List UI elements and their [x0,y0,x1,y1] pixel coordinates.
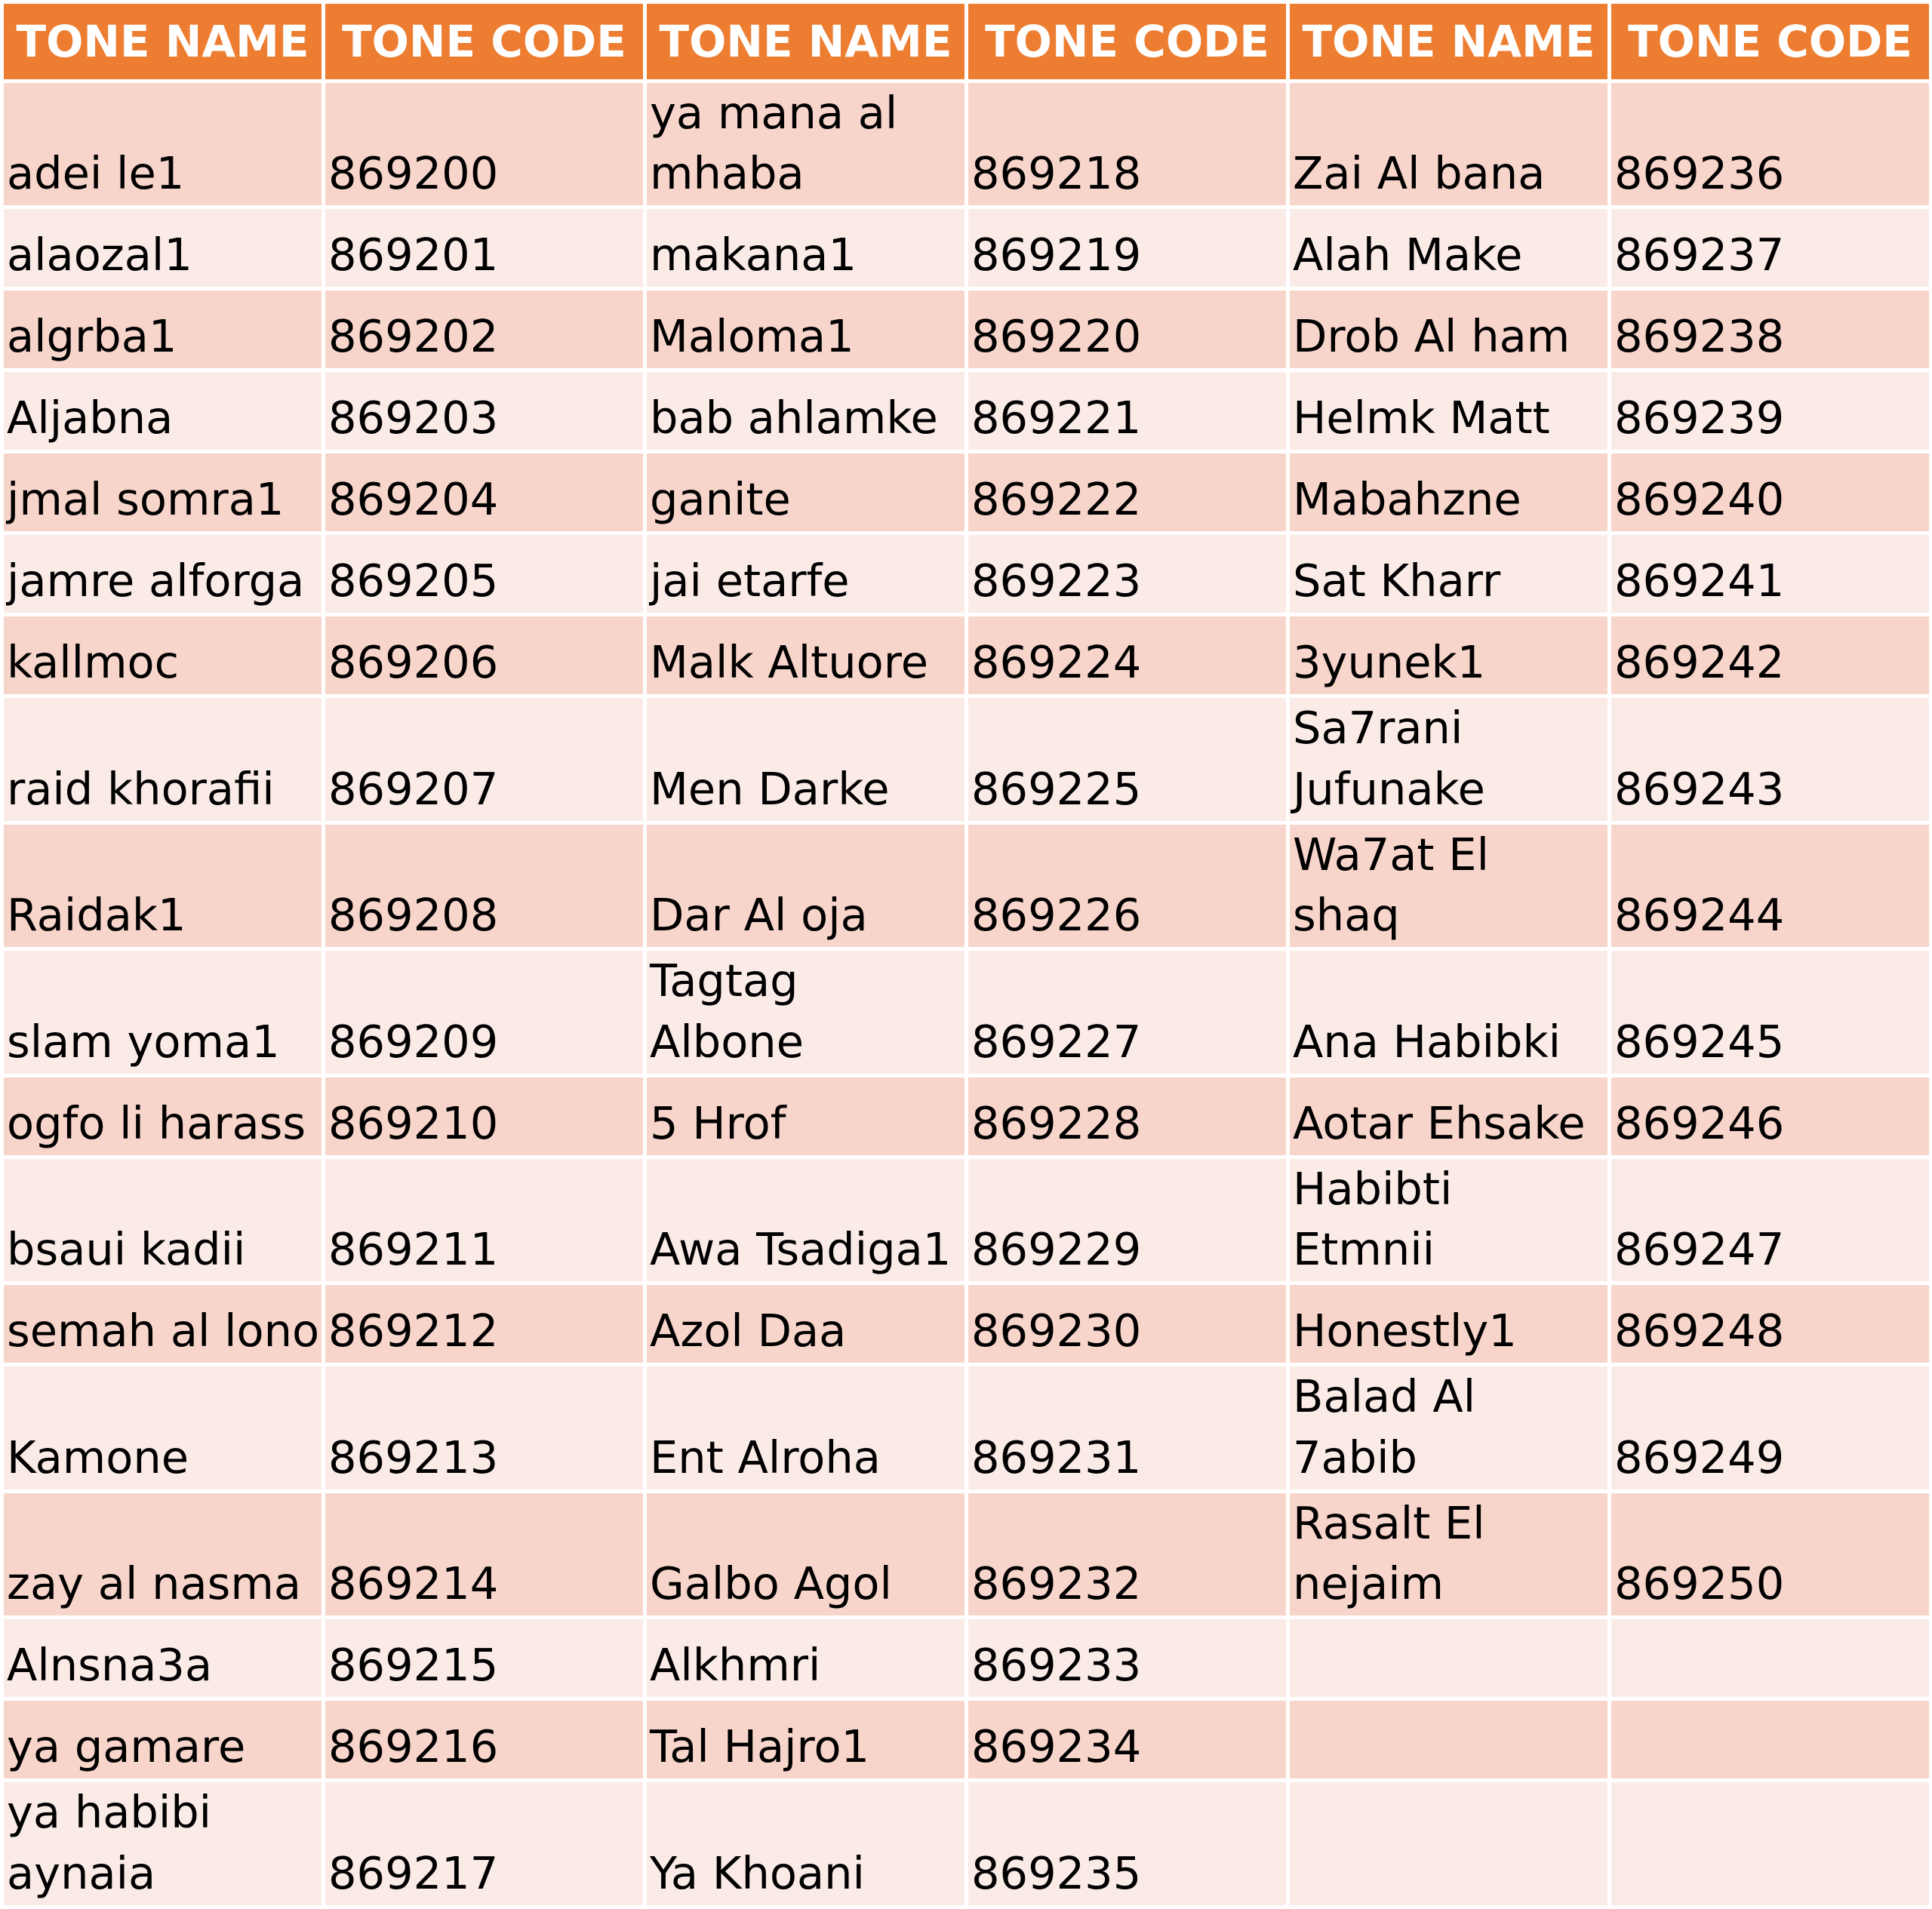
tone-code-cell: 869249 [1611,1366,1929,1489]
tone-name-cell: zay al nasma [4,1493,321,1615]
tone-code-cell: 869237 [1611,209,1929,287]
tone-name-cell: kallmoc [4,616,321,694]
tone-code-cell: 869206 [325,616,643,694]
tone-name-cell: Wa7at El shaq [1290,825,1607,947]
tone-code-cell: 869208 [325,825,643,947]
tone-code-cell: 869243 [1611,698,1929,820]
tone-name-cell: Honestly1 [1290,1285,1607,1363]
table-row [4,209,1929,287]
tone-code-cell: 869213 [325,1366,643,1489]
tone-name-cell: 5 Hrof [647,1077,964,1155]
tone-name-cell: Azol Daa [647,1285,964,1363]
header-tone-code-3: TONE CODE [1611,4,1929,79]
table-row [4,1619,1929,1697]
tone-code-cell: 869227 [968,951,1286,1073]
tone-name-cell: Awa Tsadiga1 [647,1159,964,1281]
header-tone-code-2: TONE CODE [968,4,1286,79]
tone-name-cell: Alah Make [1290,209,1607,287]
tone-code-cell: 869233 [968,1619,1286,1697]
tone-code-cell: 869231 [968,1366,1286,1489]
tone-name-cell: ya habibi aynaia [4,1782,321,1904]
tone-name-cell: Aljabna [4,372,321,450]
tone-code-cell: 869221 [968,372,1286,450]
tone-name-cell: semah al lono [4,1285,321,1363]
table-row [4,1077,1929,1155]
tone-code-cell: 869209 [325,951,643,1073]
tone-code-cell: 869229 [968,1159,1286,1281]
tone-code-cell: 869230 [968,1285,1286,1363]
tone-code-cell: 869244 [1611,825,1929,947]
tone-name-cell: 3yunek1 [1290,616,1607,694]
tone-code-cell: 869223 [968,535,1286,613]
tone-name-cell: Kamone [4,1366,321,1489]
tone-name-cell: jamre alforga [4,535,321,613]
tone-code-cell: 869242 [1611,616,1929,694]
tone-name-cell: Rasalt El nejaim [1290,1493,1607,1615]
tone-code-cell: 869211 [325,1159,643,1281]
tone-name-cell: Tagtag Albone [647,951,964,1073]
tone-table-header [4,4,1929,79]
tone-code-cell: 869202 [325,290,643,368]
tone-name-cell: Raidak1 [4,825,321,947]
tone-name-cell: Men Darke [647,698,964,820]
tone-name-cell: alaozal1 [4,209,321,287]
tone-code-cell: 869215 [325,1619,643,1697]
tone-name-cell: ya gamare [4,1701,321,1778]
tone-code-cell [1611,1701,1929,1778]
table-row [4,535,1929,613]
table-row [4,290,1929,368]
tone-code-cell: 869204 [325,453,643,531]
tone-code-cell: 869226 [968,825,1286,947]
tone-name-cell: Zai Al bana [1290,83,1607,205]
tone-code-cell: 869210 [325,1077,643,1155]
header-tone-name-3: TONE NAME [1290,4,1607,79]
tone-name-cell: Alnsna3a [4,1619,321,1697]
tone-code-cell: 869240 [1611,453,1929,531]
tone-name-cell [1290,1619,1607,1697]
header-tone-code-1: TONE CODE [325,4,643,79]
header-row [4,4,1929,79]
tone-code-cell: 869225 [968,698,1286,820]
tone-name-cell: Helmk Matt [1290,372,1607,450]
tone-code-cell: 869238 [1611,290,1929,368]
tone-code-cell [1611,1782,1929,1904]
tone-name-cell: Ana Habibki [1290,951,1607,1073]
tone-code-cell: 869203 [325,372,643,450]
table-row [4,698,1929,820]
tone-code-cell: 869236 [1611,83,1929,205]
tone-name-cell: Balad Al 7abib [1290,1366,1607,1489]
tone-code-cell [1611,1619,1929,1697]
tone-name-cell: Galbo Agol [647,1493,964,1615]
tone-name-cell: ganite [647,453,964,531]
table-row [4,1159,1929,1281]
tone-code-cell: 869239 [1611,372,1929,450]
tone-name-cell: Sat Kharr [1290,535,1607,613]
tone-code-cell: 869200 [325,83,643,205]
tone-code-cell: 869250 [1611,1493,1929,1615]
tone-code-cell: 869220 [968,290,1286,368]
tone-name-cell: Drob Al ham [1290,290,1607,368]
tone-code-cell: 869246 [1611,1077,1929,1155]
table-row [4,372,1929,450]
tone-code-cell: 869224 [968,616,1286,694]
tone-name-cell: jai etarfe [647,535,964,613]
tone-code-cell: 869222 [968,453,1286,531]
tone-name-cell: Dar Al oja [647,825,964,947]
table-row [4,1285,1929,1363]
tone-name-cell [1290,1782,1607,1904]
tone-name-cell: Maloma1 [647,290,964,368]
table-row [4,825,1929,947]
tone-name-cell: ya mana al mhaba [647,83,964,205]
tone-table-body [4,83,1929,1905]
tone-name-cell: jmal somra1 [4,453,321,531]
tone-code-cell: 869248 [1611,1285,1929,1363]
tone-name-cell: Ya Khoani [647,1782,964,1904]
header-tone-name-2: TONE NAME [647,4,964,79]
tone-name-cell: Alkhmri [647,1619,964,1697]
tone-code-cell: 869212 [325,1285,643,1363]
tone-code-cell: 869234 [968,1701,1286,1778]
tone-code-cell: 869207 [325,698,643,820]
header-tone-name-1: TONE NAME [4,4,321,79]
tone-name-cell: slam yoma1 [4,951,321,1073]
tone-code-cell: 869245 [1611,951,1929,1073]
tone-code-cell: 869219 [968,209,1286,287]
tone-code-cell: 869201 [325,209,643,287]
table-row [4,1782,1929,1904]
tone-code-cell: 869216 [325,1701,643,1778]
tone-code-cell: 869214 [325,1493,643,1615]
tone-code-cell: 869217 [325,1782,643,1904]
table-row [4,951,1929,1073]
tone-code-cell: 869228 [968,1077,1286,1155]
tone-code-cell: 869218 [968,83,1286,205]
tone-name-cell: makana1 [647,209,964,287]
tone-code-cell: 869241 [1611,535,1929,613]
table-row [4,1493,1929,1615]
tone-name-cell: Habibti Etmnii [1290,1159,1607,1281]
tone-name-cell: bsaui kadii [4,1159,321,1281]
tone-name-cell: Malk Altuore [647,616,964,694]
table-row [4,616,1929,694]
tone-name-cell: Aotar Ehsake [1290,1077,1607,1155]
tone-name-cell: bab ahlamke [647,372,964,450]
table-row [4,83,1929,205]
tone-code-cell: 869247 [1611,1159,1929,1281]
tone-code-cell: 869232 [968,1493,1286,1615]
tone-name-cell: raid khorafii [4,698,321,820]
tone-name-cell: ogfo li harass [4,1077,321,1155]
tone-name-cell: Ent Alroha [647,1366,964,1489]
table-row [4,1366,1929,1489]
tone-name-cell [1290,1701,1607,1778]
tone-name-cell: algrba1 [4,290,321,368]
tone-name-cell: Mabahzne [1290,453,1607,531]
table-row [4,453,1929,531]
tone-name-cell: Sa7rani Jufunake [1290,698,1607,820]
tone-code-cell: 869235 [968,1782,1286,1904]
tone-name-cell: Tal Hajro1 [647,1701,964,1778]
tone-code-cell: 869205 [325,535,643,613]
tone-name-cell: adei le1 [4,83,321,205]
table-row [4,1701,1929,1778]
